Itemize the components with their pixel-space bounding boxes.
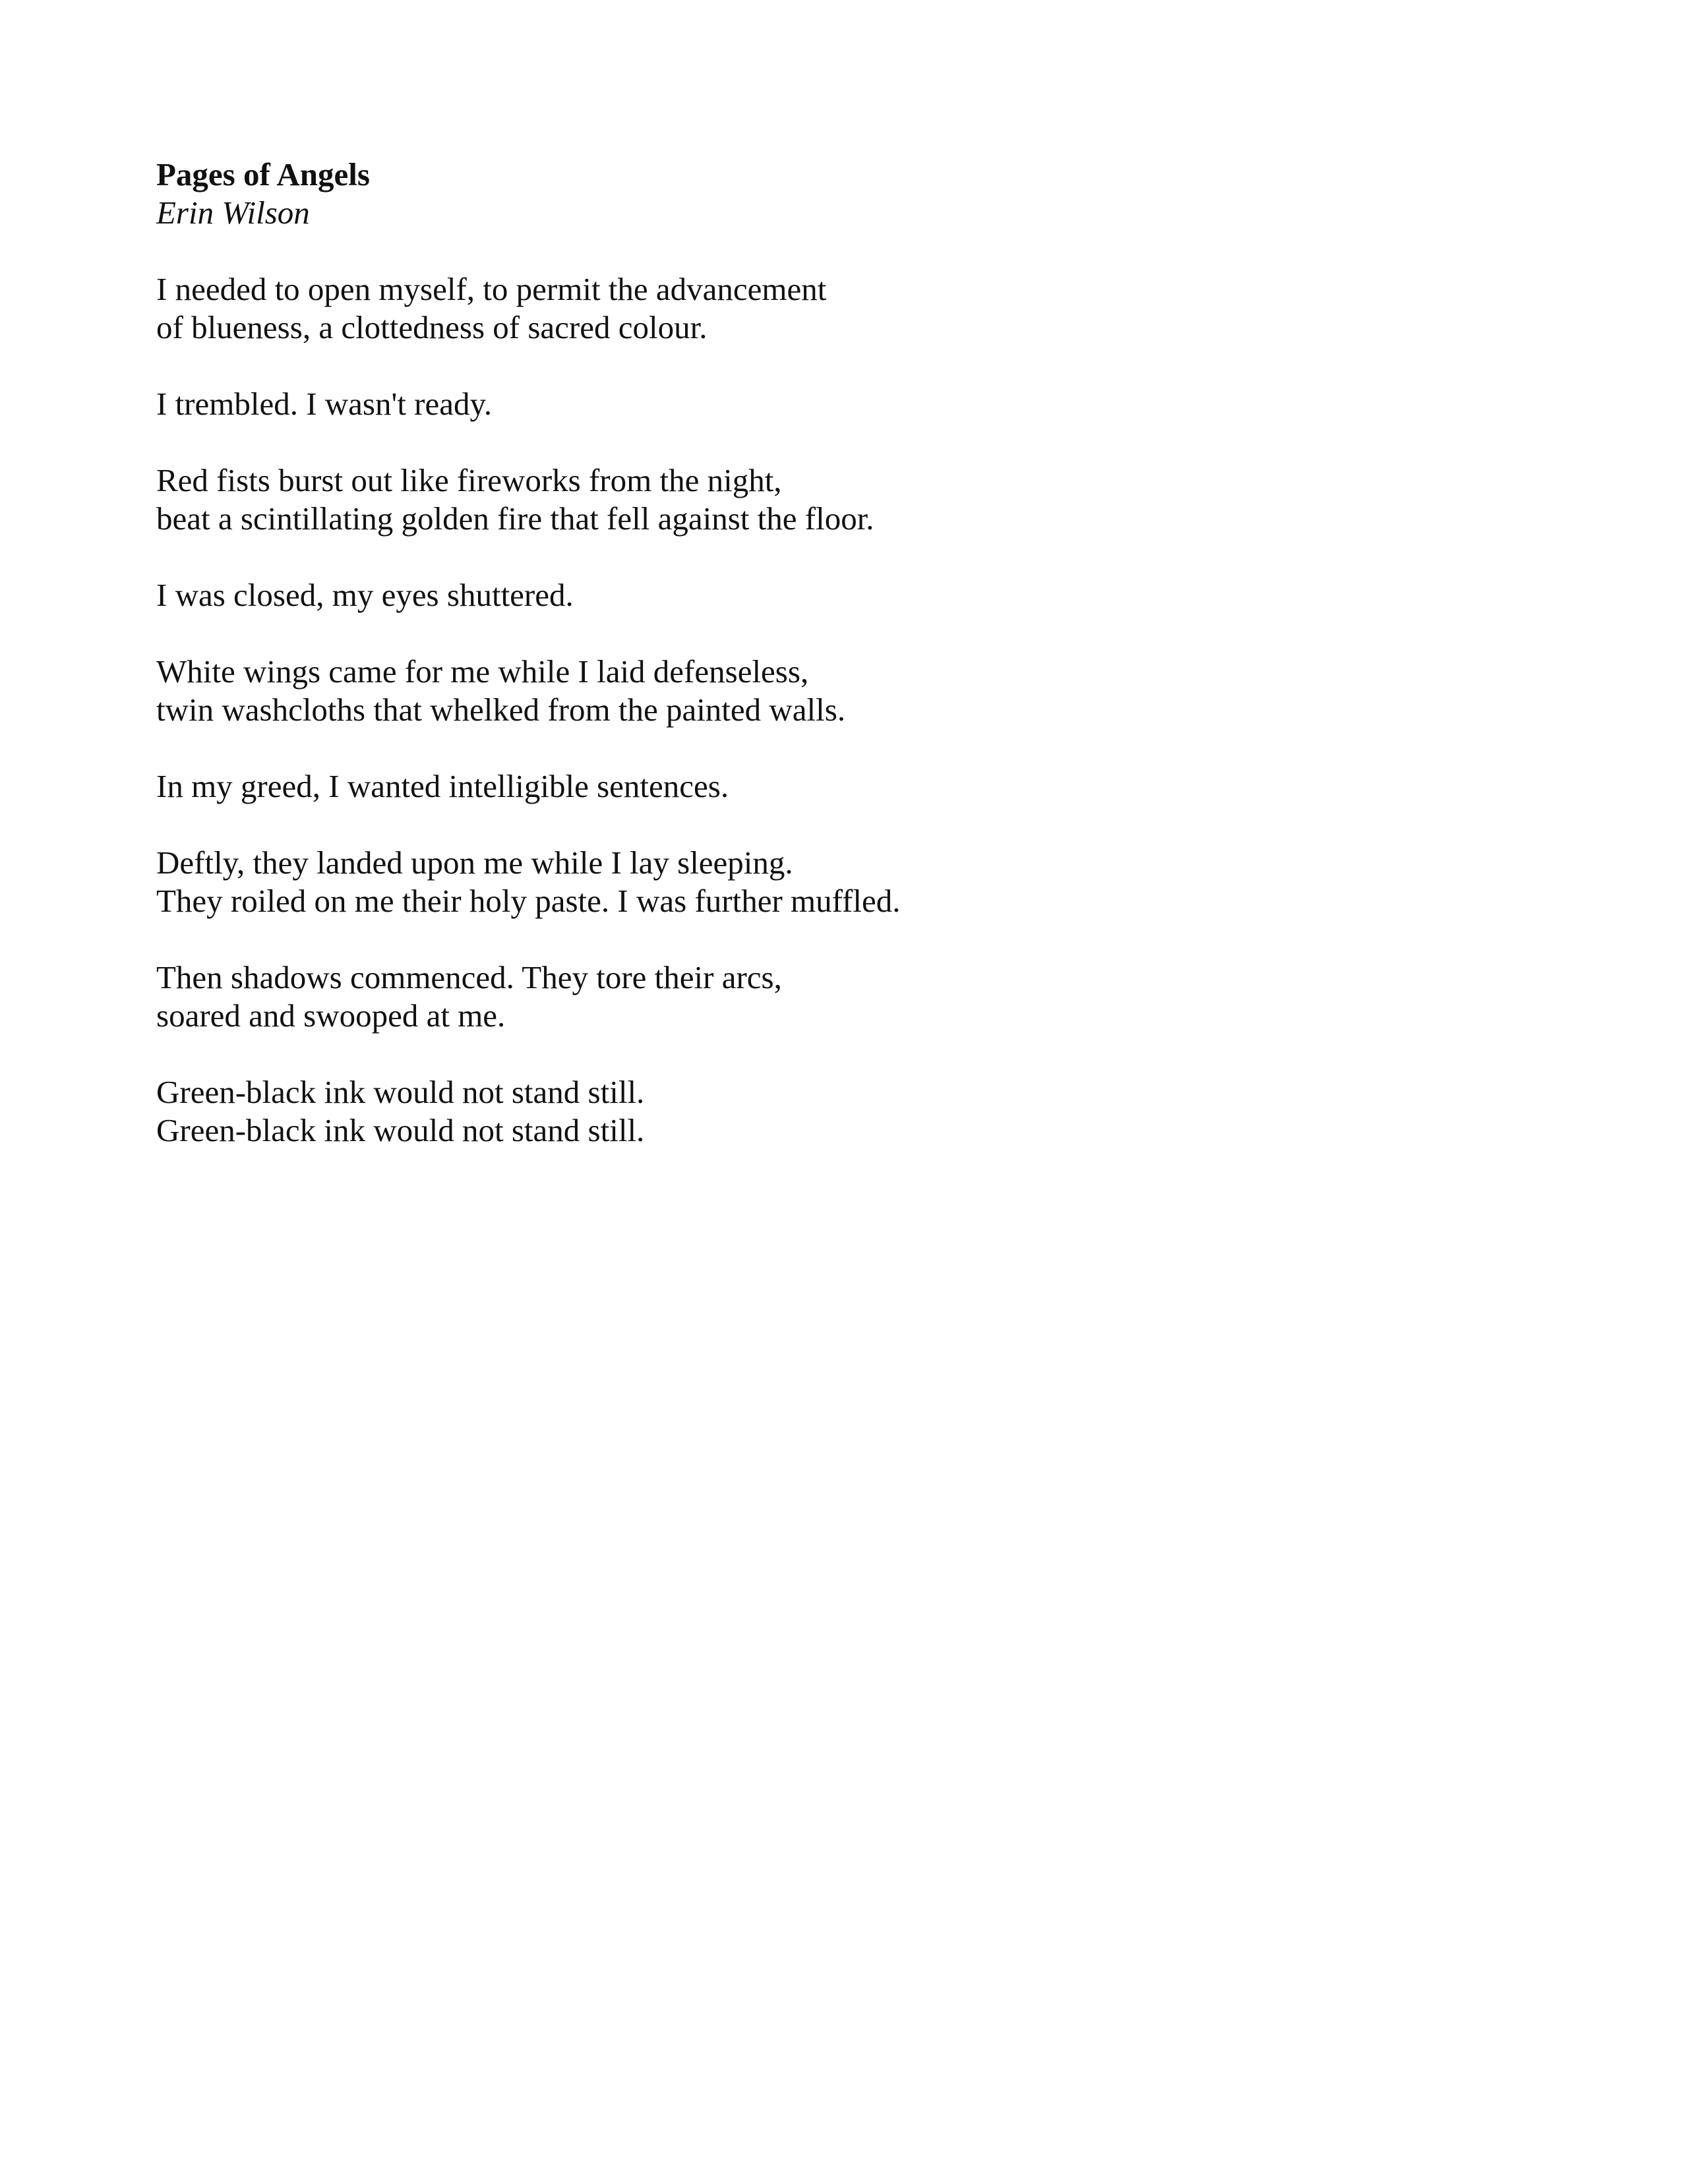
poem-line: soared and swooped at me.	[156, 997, 506, 1034]
poem-line: In my greed, I wanted intelligible sentences.	[156, 768, 729, 804]
poem-line: Then shadows commenced. They tore their arcs,	[156, 959, 782, 995]
poem-line: Red fists burst out like fireworks from the night,	[156, 462, 782, 498]
poem-line: I was closed, my eyes shuttered.	[156, 577, 574, 613]
poem-line: Green-black ink would not stand still.	[156, 1112, 645, 1148]
stanza-5	[156, 653, 1475, 729]
stanza-4	[156, 576, 1475, 614]
stanza-7	[156, 844, 1475, 920]
poem-line: White wings came for me while I laid defenseless,	[156, 653, 809, 690]
poem-line: Green-black ink would not stand still.	[156, 1074, 645, 1110]
stanza-8	[156, 959, 1475, 1035]
stanza-6	[156, 767, 1475, 806]
poem-line: I trembled. I wasn't ready.	[156, 386, 493, 422]
stanza-9	[156, 1073, 1475, 1150]
stanza-2	[156, 385, 1475, 423]
poem-line: twin washcloths that whelked from the painted walls.	[156, 692, 846, 728]
poem	[156, 156, 1475, 1150]
stanza-3	[156, 461, 1475, 538]
poem-line: of blueness, a clottedness of sacred colour.	[156, 309, 708, 345]
poem-line: beat a scintillating golden fire that fell against the floor.	[156, 500, 874, 537]
poem-title: Pages of Angels	[156, 156, 370, 192]
poem-line: I needed to open myself, to permit the advancement	[156, 271, 827, 307]
poem-line: Deftly, they landed upon me while I lay sleeping.	[156, 844, 793, 881]
poem-author: Erin Wilson	[156, 194, 310, 231]
poem-line: They roiled on me their holy paste. I was further muffled.	[156, 883, 901, 919]
stanza-1	[156, 270, 1475, 347]
